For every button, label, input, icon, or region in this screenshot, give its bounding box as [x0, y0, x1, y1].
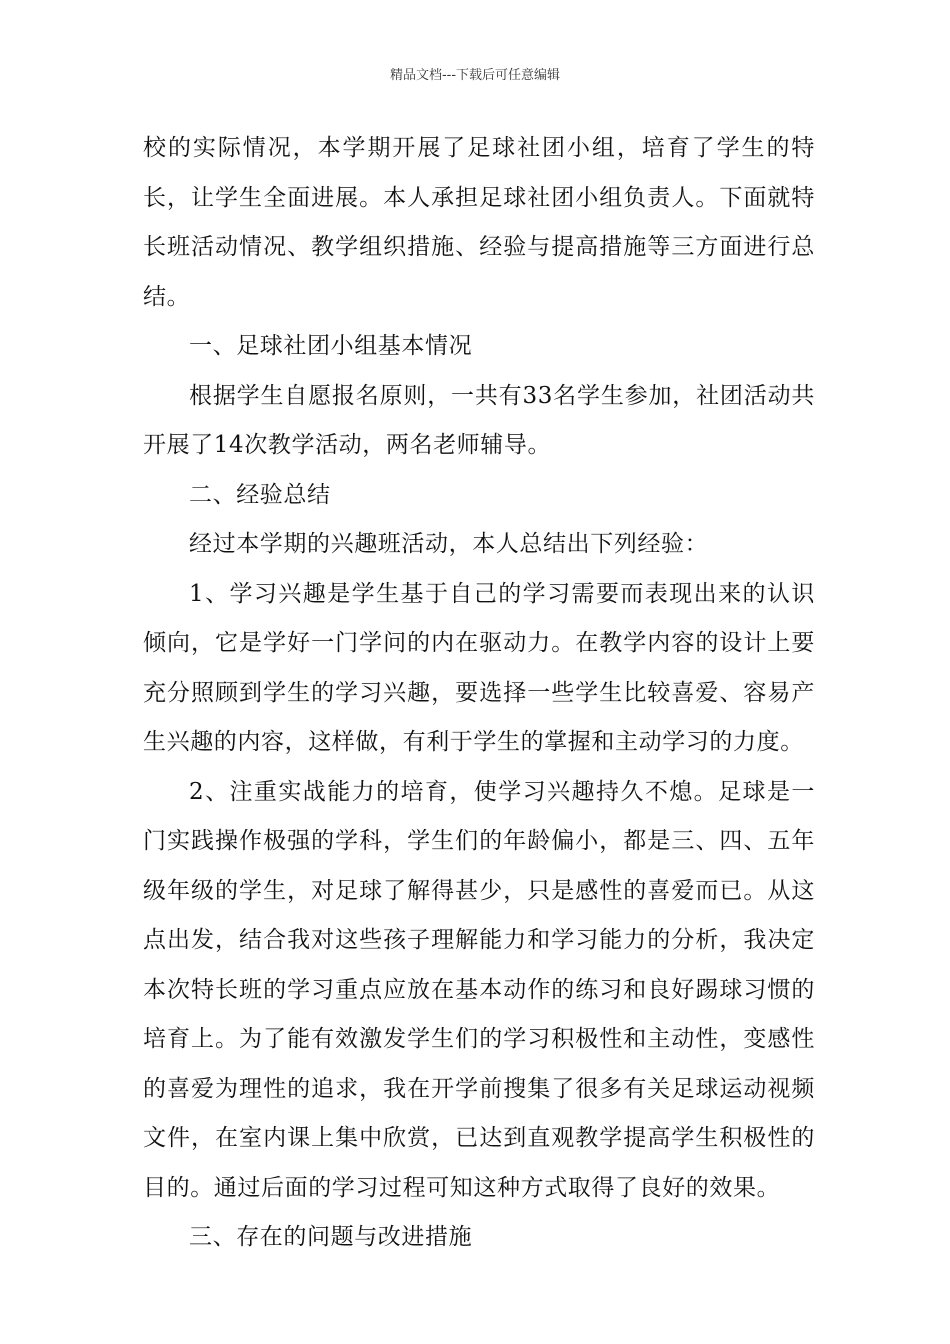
document-body — [143, 124, 815, 1263]
paragraph-experience-point-2: 2、注重实战能力的培育，使学习兴趣持久不熄。足球是一门实践操作极强的学科，学生们的年龄偏小，都是三、四、五年级年级的学生，对足球了解得甚少，只是感性的喜爱而已。从这点出发，结合我对这些孩子理解能力和学习能力的分析，我决定本次特长班的学习重点应放在基本动作的练习和良好踢球习惯的培育上。为了能有效激发学生们的学习积极性和主动性，变感性的喜爱为理性的追求，我在开学前搜集了很多有关足球运动视频文件，在室内课上集中欣赏，已达到直观教学提高学生积极性的目的。通过后面的学习过程可知这种方式取得了良好的效果。 — [143, 778, 815, 1201]
paragraph-continued-intro: 校的实际情况，本学期开展了足球社团小组，培育了学生的特长，让学生全面进展。本人承担足球社团小组负责人。下面就特长班活动情况、教学组织措施、经验与提高措施等三方面进行总结。 — [143, 135, 815, 310]
section-heading-basic-info: 一、足球社团小组基本情况 — [189, 333, 473, 359]
paragraph-basic-info: 根据学生自愿报名原则，一共有33名学生参加，社团活动共开展了14次教学活动，两名老师辅导。 — [143, 382, 815, 458]
paragraph-experience-point-1: 1、学习兴趣是学生基于自己的学习需要而表现出来的认识倾向，它是学好一门学问的内在驱动力。在教学内容的设计上要充分照顾到学生的学习兴趣，要选择一些学生比较喜爱、容易产生兴趣的内容，这样做，有利于学生的掌握和主动学习的力度。 — [143, 580, 815, 755]
section-heading-experience: 二、经验总结 — [189, 481, 331, 508]
page-header: 精品文档---下载后可任意编辑 — [389, 68, 561, 83]
paragraph-experience-intro: 经过本学期的兴趣班活动，本人总结出下列经验： — [189, 531, 709, 557]
section-heading-problems: 三、存在的问题与改进措施 — [189, 1224, 473, 1250]
